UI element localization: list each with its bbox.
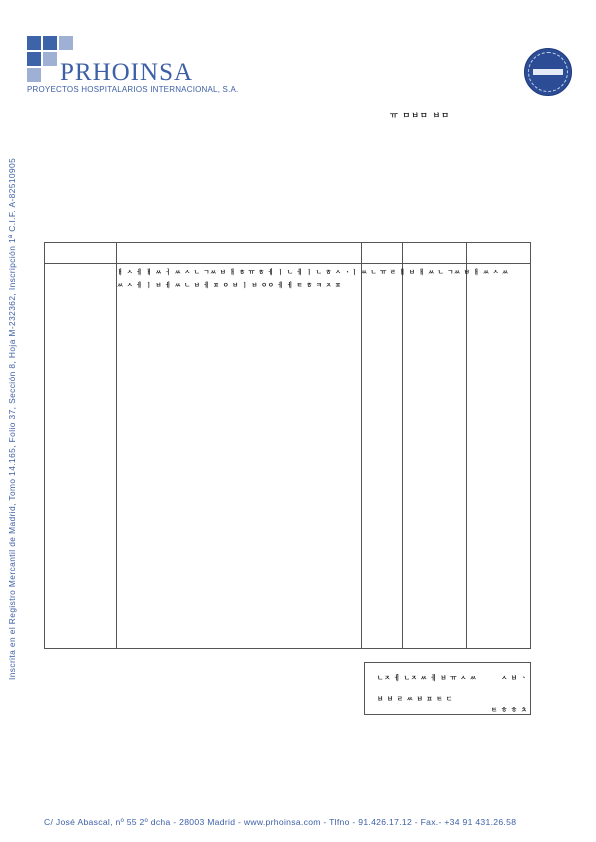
item-description-line: ㅐ ㅅ ㅔ ㅐ ㅆ ㅓ ㅆ ㅅ ㄴ ㄱㅆ ㅂ ㅐ ㅎ ㅠ ㅎ ㅔ ㅣ ㄴ ㅔ ㅣ ㄴ ㅎ ㅅ ㆍㅣ ㅆ ㄴ ㅠ ㄹ ㅐ ㅂ ㅐ ㅆ ㄴ ㄱㅆ ㅂ ㅐ ㅆ ㅅ ㅆ [117,268,509,276]
document-code: ㅠ ㅁㅂㅁ ㅂㅁ [390,111,450,120]
column-divider [402,243,403,648]
column-divider [116,243,117,648]
totals-box [364,662,531,715]
company-subtitle: PROYECTOS HOSPITALARIOS INTERNACIONAL, S.A. [27,85,239,94]
certification-seal-icon [524,48,572,96]
column-divider [361,243,362,648]
total-value: ㅌ ㅎ ㅎ ㅊ [491,706,528,714]
item-description-line: ㅆ ㅅ ㅔ ㅣ ㅂ ㅔ ㅆ ㄴ ㅂ ㅔ ㅍ ㅇ ㅂ ㅣ ㅂ ㅇㅇ ㅔ ㅔ ㅌ ㅎ ㅋ ㅈ ㅍ [117,281,342,289]
total-value: ㅅ ㅂ ㆍ [501,674,528,682]
footer-address: C/ José Abascal, nº 55 2º dcha - 28003 Madrid - www.prhoinsa.com - Tlfno - 91.426.17.12 - Fax.- +34 91 431.26.58 [44,817,517,827]
items-table [44,242,531,649]
total-label: ㄴㅈ ㅔ ㄴㅈ ㅆ ㅔ ㅂ ㅠ ㅅ ㅆ [377,674,477,682]
table-header-divider [45,263,530,264]
registry-info: Inscrita en el Registro Mercantil de Madrid, Tomo 14.165, Folio 37, Sección 8, Hoja M-232362, Inscripción 1ª C.I.F. A-82510905 [7,157,17,680]
column-divider [466,243,467,648]
total-label: ㅂ ㅂ ㄹ ㅆ ㅂ ㅍ ㅌ ㄷ [377,695,454,703]
company-logo-text: PRHOINSA [60,59,194,86]
